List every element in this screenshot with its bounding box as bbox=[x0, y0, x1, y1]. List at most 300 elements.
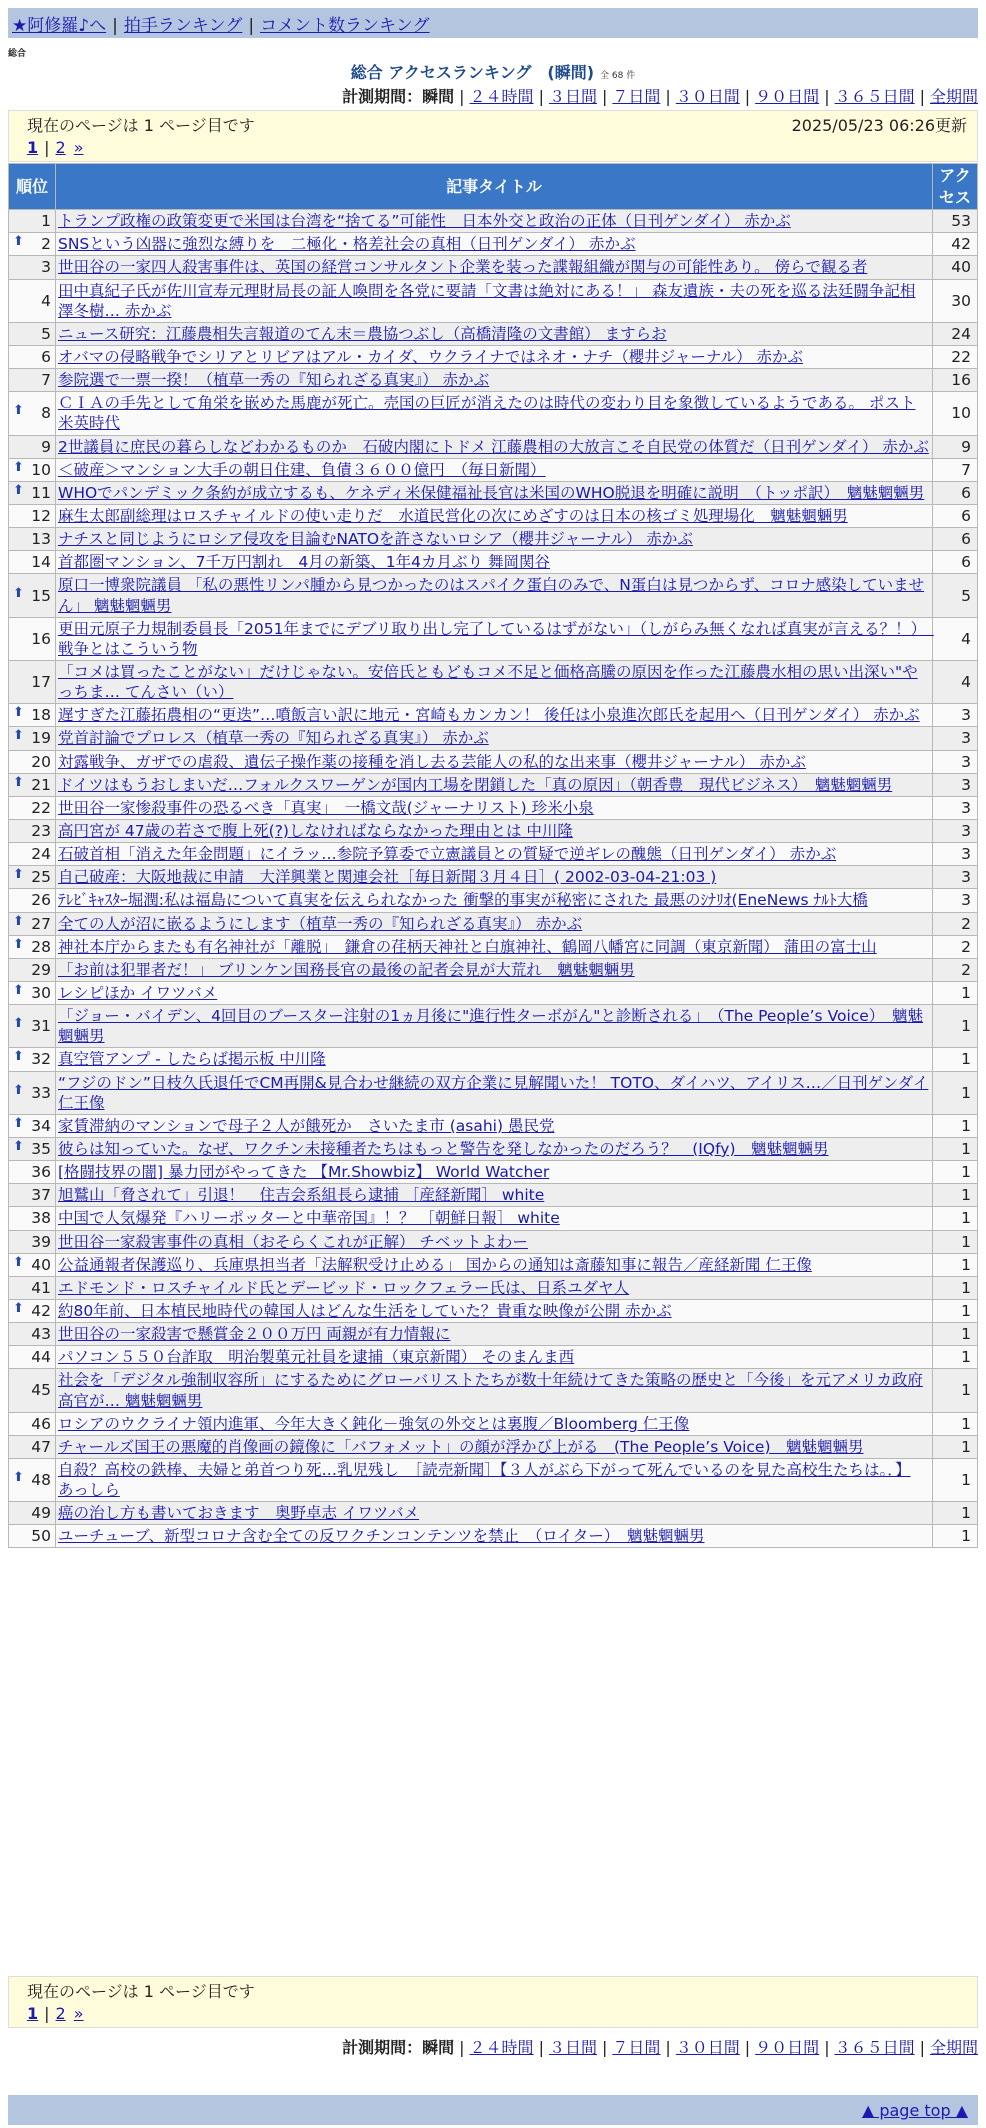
separator: | bbox=[824, 2038, 830, 2057]
article-link[interactable]: ロシアのウクライナ領内進軍、今年大きく鈍化－強気の外交とは裏腹／Bloomberg 仁王像 bbox=[58, 1414, 690, 1433]
rank-cell bbox=[9, 323, 55, 345]
table-row bbox=[9, 1048, 977, 1070]
table-row bbox=[9, 1369, 977, 1411]
rank-cell bbox=[9, 1413, 55, 1435]
title-cell bbox=[56, 233, 932, 255]
separator: | bbox=[112, 16, 118, 36]
table-row bbox=[9, 1161, 977, 1183]
access-count: 53 bbox=[933, 210, 977, 232]
access-count: 3 bbox=[933, 774, 977, 796]
rank-cell bbox=[9, 1300, 55, 1322]
access-count: 3 bbox=[933, 866, 977, 888]
separator: | bbox=[601, 87, 608, 106]
table-row bbox=[9, 1436, 977, 1458]
title-cell bbox=[56, 1207, 932, 1229]
title-cell bbox=[56, 1346, 932, 1368]
arrow-up-icon: ⬆ bbox=[13, 482, 24, 498]
period-option[interactable]: ２４時間 bbox=[469, 87, 534, 106]
title-cell bbox=[56, 482, 932, 504]
separator: | bbox=[744, 87, 751, 106]
rank-cell bbox=[9, 1277, 55, 1299]
article-link[interactable]: 参院選で一票一揆！（植草一秀の『知られざる真実』） 赤かぶ bbox=[58, 371, 490, 390]
period-option[interactable]: 全期間 bbox=[929, 2038, 978, 2057]
table-row bbox=[9, 1525, 977, 1547]
rank-number: 9 bbox=[41, 437, 51, 456]
access-count: 40 bbox=[933, 256, 977, 278]
article-link[interactable]: 世田谷一家殺害事件の真相（おそらくこれが正解） チベットよわー bbox=[58, 1232, 528, 1251]
article-link[interactable]: ニュース研究：江藤農相失言報道のてん末＝農協つぶし（高橋清隆の文書館） ますらお bbox=[58, 324, 667, 343]
table-row bbox=[9, 1346, 977, 1368]
arrow-up-icon: ⬆ bbox=[13, 1049, 24, 1065]
access-count: 4 bbox=[933, 618, 977, 660]
title-cell bbox=[56, 982, 932, 1004]
section-tag: 総合 bbox=[8, 49, 27, 59]
title-cell bbox=[56, 913, 932, 935]
table-row bbox=[9, 797, 977, 819]
bottom-bar bbox=[8, 2095, 978, 2125]
period-option[interactable]: ３０日間 bbox=[675, 87, 740, 106]
rank-cell bbox=[9, 574, 55, 616]
access-count: 3 bbox=[933, 797, 977, 819]
article-link[interactable]: 2世議員に庶民の暮らしなどわかるものか 石破内閣にトドメ 江藤農相の大放言こそ自民党の体質だ（日刊ゲンダイ） 赤かぶ bbox=[58, 437, 929, 456]
title-cell bbox=[56, 1300, 932, 1322]
rank-number: 11 bbox=[31, 483, 51, 502]
article-link[interactable]: ＣＩＡの手先として角栄を嵌めた馬鹿が死亡。売国の巨匠が消えたのは時代の変わり目を象徴しているようである。 ポスト米英時代 bbox=[58, 394, 916, 433]
rank-header: 順位 bbox=[9, 164, 55, 209]
table-row bbox=[9, 889, 977, 911]
article-link[interactable]: 遅すぎた江藤拓農相の“更迭”…噴飯言い訳に地元・宮崎もカンカン！ 後任は小泉進次郎氏を起用へ（日刊ゲンダイ） 赤かぶ bbox=[58, 706, 920, 725]
rank-cell bbox=[9, 913, 55, 935]
access-count: 1 bbox=[933, 1005, 977, 1047]
article-link[interactable]: ＜破産＞マンション大手の朝日住建、負債３６００億円 （毎日新聞） bbox=[58, 460, 546, 479]
article-link[interactable]: 「ジョー・バイデン、4回目のブースター注射の1ヵ月後に"進行性ターボがん"と診断される」 （The People’s Voice） 魑魅魍魎男 bbox=[58, 1007, 924, 1046]
rank-number: 3 bbox=[41, 258, 51, 277]
article-link[interactable]: 田中真紀子氏が佐川宣寿元理財局長の証人喚問を各党に要請「文書は絶対にある！」 森友遺族・夫の死を巡る法廷闘争記相澤冬樹… 赤かぶ bbox=[58, 281, 916, 320]
separator: | bbox=[44, 138, 50, 157]
table-row bbox=[9, 280, 977, 322]
access-count: 1 bbox=[933, 1161, 977, 1183]
title-cell bbox=[56, 936, 932, 958]
article-link[interactable]: 社会を「デジタル強制収容所」にするためにグローバリストたちが数十年続けてきた策略の歴史と「今後」を元アメリカ政府高官が… 魑魅魍魎男 bbox=[58, 1371, 923, 1410]
pagination-box-top bbox=[8, 110, 978, 162]
rank-cell bbox=[9, 1502, 55, 1524]
rank-number: 43 bbox=[31, 1325, 51, 1344]
article-link[interactable]: レシピほか イワツバメ bbox=[58, 983, 218, 1002]
article-link[interactable]: [格闘技界の闇] 暴力団がやってきた 【Mr.Showbiz】 World Watcher bbox=[58, 1163, 550, 1182]
access-count: 1 bbox=[933, 1184, 977, 1206]
period-option[interactable]: ２４時間 bbox=[469, 2038, 534, 2057]
article-link[interactable]: 世田谷一家惨殺事件の恐るべき「真実」 一橋文哉(ジャーナリスト) 珍米小泉 bbox=[58, 798, 594, 817]
article-link[interactable]: パソコン５５０台詐取 明治製菓元社員を逮捕（東京新聞） そのまんま西 bbox=[58, 1348, 575, 1367]
top-navigation bbox=[8, 8, 978, 38]
rank-number: 35 bbox=[31, 1139, 51, 1158]
title-cell bbox=[56, 774, 932, 796]
current-page-text: 現在のページは 1 ページ目です bbox=[27, 116, 255, 135]
period-option: 瞬間 bbox=[422, 2038, 455, 2057]
home-link[interactable]: ★阿修羅♪へ bbox=[12, 16, 107, 36]
period-option[interactable]: ３６５日間 bbox=[834, 87, 915, 106]
comment-ranking-link[interactable]: コメント数ランキング bbox=[260, 16, 430, 36]
arrow-up-icon: ⬆ bbox=[13, 1016, 24, 1032]
period-option[interactable]: ７日間 bbox=[612, 87, 661, 106]
period-option[interactable]: 全期間 bbox=[929, 87, 978, 106]
rank-number: 42 bbox=[31, 1301, 51, 1320]
table-row bbox=[9, 959, 977, 981]
table-header-row bbox=[9, 164, 977, 209]
rank-number: 48 bbox=[31, 1470, 51, 1489]
separator: | bbox=[919, 2038, 925, 2057]
title-cell bbox=[56, 866, 932, 888]
arrow-up-icon: ⬆ bbox=[13, 867, 24, 883]
rank-number: 14 bbox=[31, 553, 51, 572]
separator: | bbox=[538, 2038, 544, 2057]
article-link[interactable]: 党首討論でプロレス（植草一秀の『知られざる真実』） 赤かぶ bbox=[58, 729, 489, 748]
arrow-up-icon: ⬆ bbox=[13, 982, 24, 998]
title-cell bbox=[56, 727, 932, 749]
rank-number: 1 bbox=[41, 212, 51, 231]
title-cell bbox=[56, 1005, 932, 1047]
page-link[interactable]: 2 bbox=[55, 2004, 66, 2023]
next-page-link[interactable]: » bbox=[73, 2004, 84, 2023]
rank-cell bbox=[9, 618, 55, 660]
article-link[interactable]: 癌の治し方も書いておきます 奥野卓志 イワツバメ bbox=[58, 1504, 420, 1523]
table-row bbox=[9, 727, 977, 749]
access-count: 22 bbox=[933, 346, 977, 368]
title-cell bbox=[56, 704, 932, 726]
period-option[interactable]: ３日間 bbox=[548, 2038, 597, 2057]
page-links bbox=[27, 2004, 967, 2023]
table-row bbox=[9, 843, 977, 865]
title-cell bbox=[56, 1184, 932, 1206]
title-cell bbox=[56, 528, 932, 550]
period-option[interactable]: ７日間 bbox=[612, 2038, 661, 2057]
title-cell bbox=[56, 797, 932, 819]
arrow-up-icon: ⬆ bbox=[13, 936, 24, 952]
access-count: 6 bbox=[933, 505, 977, 527]
rank-number: 8 bbox=[41, 404, 51, 423]
rank-number: 49 bbox=[31, 1504, 51, 1523]
table-row bbox=[9, 233, 977, 255]
table-row bbox=[9, 982, 977, 1004]
page-links bbox=[27, 138, 967, 157]
rank-cell bbox=[9, 280, 55, 322]
article-link[interactable]: 旭鷲山「脅されて」引退！ 住吉会系組長ら逮捕 ［産経新聞］ white bbox=[58, 1186, 545, 1205]
rank-cell bbox=[9, 1138, 55, 1160]
table-row bbox=[9, 820, 977, 842]
separator: | bbox=[665, 87, 671, 106]
rank-number: 28 bbox=[31, 937, 51, 956]
title-cell bbox=[56, 436, 932, 458]
article-link[interactable]: 「お前は犯罪者だ！」 ブリンケン国務長官の最後の記者会見が大荒れ 魑魅魍魎男 bbox=[58, 960, 635, 979]
page-title: 総合 アクセスランキング (瞬間) bbox=[350, 63, 595, 82]
table-row bbox=[9, 1502, 977, 1524]
page-link-current[interactable]: 1 bbox=[27, 138, 39, 157]
rank-cell bbox=[9, 436, 55, 458]
rank-cell bbox=[9, 1161, 55, 1183]
page-top-link[interactable]: ▲ page top ▲ bbox=[861, 2101, 968, 2120]
page-title-wrap bbox=[0, 60, 986, 83]
rank-number: 18 bbox=[31, 706, 51, 725]
article-link[interactable]: 神社本庁からまたも有名神社が「離脱」 鎌倉の荏柄天神社と白旗神社、鶴岡八幡宮に同調（東京新聞） 蒲田の富士山 bbox=[58, 937, 877, 956]
rank-number: 45 bbox=[31, 1381, 51, 1400]
rank-number: 44 bbox=[31, 1348, 51, 1367]
rank-cell bbox=[9, 982, 55, 1004]
article-link[interactable]: 中国で人気爆発『ハリーポッターと中華帝国』！？ ［朝鮮日報］ white bbox=[58, 1209, 560, 1228]
arrow-up-icon: ⬆ bbox=[13, 1254, 24, 1270]
article-link[interactable]: 約80年前、日本植民地時代の韓国人はどんな生活をしていた？貴重な映像が公開 赤かぶ bbox=[58, 1301, 672, 1320]
rank-cell bbox=[9, 1115, 55, 1137]
article-link[interactable]: ドイツはもうおしまいだ…フォルクスワーゲンが国内工場を閉鎖した「真の原因」（朝香豊 現代ビジネス） 魑魅魍魎男 bbox=[58, 775, 893, 794]
access-count: 1 bbox=[933, 1277, 977, 1299]
rank-cell bbox=[9, 482, 55, 504]
article-link[interactable]: 公益通報者保護巡り、兵庫県担当者「法解釈受け止める」 国からの通知は斎藤知事に報告／産経新聞 仁王像 bbox=[58, 1255, 812, 1274]
title-cell bbox=[56, 1231, 932, 1253]
access-count: 1 bbox=[933, 1072, 977, 1114]
rank-cell bbox=[9, 797, 55, 819]
rank-cell bbox=[9, 1207, 55, 1229]
article-link[interactable]: 原口一博衆院議員 「私の悪性リンパ腫から見つかったのはスパイク蛋白のみで、N蛋白は見つからず、コロナ感染していません」 魑魅魍魎男 bbox=[58, 576, 925, 615]
article-link[interactable]: ナチスと同じようにロシア侵攻を目論むNATOを許さないロシア（櫻井ジャーナル） 赤かぶ bbox=[58, 530, 693, 549]
article-link[interactable]: 全ての人が沼に嵌るようにします（植草一秀の『知られざる真実』） 赤かぶ bbox=[58, 914, 583, 933]
article-link[interactable]: 自己破産：大阪地裁に申請 大洋興業と関連会社［毎日新聞３月４日］( 2002-03-04-21:03 ) bbox=[58, 868, 717, 887]
rank-cell bbox=[9, 661, 55, 703]
table-row bbox=[9, 1323, 977, 1345]
access-count: 24 bbox=[933, 323, 977, 345]
period-option[interactable]: ３０日間 bbox=[675, 2038, 740, 2057]
rank-cell bbox=[9, 843, 55, 865]
arrow-up-icon: ⬆ bbox=[13, 913, 24, 929]
period-selector-top bbox=[342, 84, 978, 107]
access-count: 16 bbox=[933, 369, 977, 391]
access-count: 1 bbox=[933, 1231, 977, 1253]
article-link[interactable]: オバマの侵略戦争でシリアとリビアはアル・カイダ、ウクライナではネオ・ナチ（櫻井ジャーナル） 赤かぶ bbox=[58, 348, 804, 367]
table-row bbox=[9, 1231, 977, 1253]
title-cell bbox=[56, 959, 932, 981]
table-row bbox=[9, 704, 977, 726]
arrow-up-icon: ⬆ bbox=[13, 234, 24, 250]
table-row bbox=[9, 1184, 977, 1206]
article-link[interactable]: 真空管アンプ - したらば掲示板 中川隆 bbox=[58, 1050, 326, 1069]
rank-number: 36 bbox=[31, 1163, 51, 1182]
arrow-up-icon: ⬆ bbox=[13, 774, 24, 790]
title-cell bbox=[56, 1413, 932, 1435]
table-row bbox=[9, 459, 977, 481]
rank-number: 16 bbox=[31, 629, 51, 648]
table-row bbox=[9, 1459, 977, 1501]
article-link[interactable]: 対露戦争、ガザでの虐殺、遺伝子操作薬の接種を消し去る芸能人の私的な出来事（櫻井ジャーナル） 赤かぶ bbox=[58, 752, 806, 771]
table-row bbox=[9, 936, 977, 958]
rank-cell bbox=[9, 505, 55, 527]
rank-number: 6 bbox=[41, 348, 51, 367]
rank-number: 41 bbox=[31, 1278, 51, 1297]
article-link[interactable]: チャールズ国王の悪魔的肖像画の鏡像に「バフォメット」の顔が浮かび上がる (The People’s Voice) 魑魅魍魎男 bbox=[58, 1437, 864, 1456]
title-cell bbox=[56, 1369, 932, 1411]
access-count: 2 bbox=[933, 959, 977, 981]
table-row bbox=[9, 574, 977, 616]
table-row bbox=[9, 256, 977, 278]
access-count: 10 bbox=[933, 392, 977, 434]
rank-cell bbox=[9, 774, 55, 796]
title-cell bbox=[56, 574, 932, 616]
period-selector-bottom bbox=[342, 2035, 978, 2058]
rank-cell bbox=[9, 866, 55, 888]
period-option[interactable]: ９０日間 bbox=[755, 2038, 820, 2057]
article-link[interactable]: SNSという凶器に強烈な縛りを 二極化・格差社会の真相（日刊ゲンダイ） 赤かぶ bbox=[58, 235, 636, 254]
access-count: 30 bbox=[933, 280, 977, 322]
access-count: 1 bbox=[933, 1048, 977, 1070]
access-count: 1 bbox=[933, 1502, 977, 1524]
separator: | bbox=[459, 87, 465, 106]
table-row bbox=[9, 661, 977, 703]
table-row bbox=[9, 369, 977, 391]
rank-number: 23 bbox=[31, 821, 51, 840]
ranking-table bbox=[8, 163, 978, 1548]
access-count: 1 bbox=[933, 1300, 977, 1322]
separator: | bbox=[601, 2038, 608, 2057]
rank-cell bbox=[9, 1072, 55, 1114]
article-link[interactable]: 首都圏マンション、7千万円割れ 4月の新築、1年4カ月ぶり 舞岡関谷 bbox=[58, 553, 550, 572]
rank-cell bbox=[9, 1525, 55, 1547]
title-cell bbox=[56, 1502, 932, 1524]
rank-cell bbox=[9, 820, 55, 842]
rank-cell bbox=[9, 1369, 55, 1411]
table-row bbox=[9, 618, 977, 660]
table-row bbox=[9, 1413, 977, 1435]
rank-number: 2 bbox=[41, 235, 51, 254]
access-count: 6 bbox=[933, 528, 977, 550]
updated-timestamp: 2025/05/23 06:26更新 bbox=[791, 116, 967, 135]
article-link[interactable]: 世田谷の一家殺害で懸賞金２００万円 両親が有力情報に bbox=[58, 1325, 451, 1344]
title-cell bbox=[56, 1436, 932, 1458]
access-count: 9 bbox=[933, 436, 977, 458]
table-row bbox=[9, 913, 977, 935]
title-cell bbox=[56, 346, 932, 368]
title-cell bbox=[56, 280, 932, 322]
page-link[interactable]: 2 bbox=[55, 138, 66, 157]
rank-cell bbox=[9, 1048, 55, 1070]
table-row bbox=[9, 1207, 977, 1229]
article-link[interactable]: トランプ政権の政策変更で米国は台湾を“捨てる”可能性 日本外交と政治の正体（日刊ゲンダイ） 赤かぶ bbox=[58, 212, 791, 231]
access-count: 1 bbox=[933, 1254, 977, 1276]
title-cell bbox=[56, 256, 932, 278]
rank-cell bbox=[9, 959, 55, 981]
table-row bbox=[9, 1277, 977, 1299]
article-link[interactable]: 更田元原子力規制委員長「2051年までにデブリ取り出し完了しているはずがない」（しがらみ無くなれば真実が言える？！） 戦争とはこういう物 bbox=[58, 619, 934, 658]
table-row bbox=[9, 551, 977, 573]
table-row bbox=[9, 1254, 977, 1276]
rank-cell bbox=[9, 727, 55, 749]
article-link[interactable]: “フジのドン”日枝久氏退任でCM再開&見合わせ継続の双方企業に見解聞いた！ TOTO、ダイハツ、アイリス…／日刊ゲンダイ 仁王像 bbox=[58, 1073, 929, 1112]
title-cell bbox=[56, 392, 932, 434]
access-count: 6 bbox=[933, 551, 977, 573]
period-option[interactable]: ３６５日間 bbox=[834, 2038, 915, 2057]
applause-ranking-link[interactable]: 拍手ランキング bbox=[123, 16, 243, 36]
article-link[interactable]: WHOでパンデミック条約が成立するも、ケネディ米保健福祉長官は米国のWHO脱退を明確に説明 （トッポ訳） 魑魅魍魎男 bbox=[58, 483, 925, 502]
article-link[interactable]: 麻生太郎副総理はロスチャイルドの使い走りだ 水道民営化の次にめざすのは日本の核ゴミ処理場化 魑魅魍魎男 bbox=[58, 507, 848, 526]
title-cell bbox=[56, 1072, 932, 1114]
access-count: 4 bbox=[933, 661, 977, 703]
period-option: 瞬間 bbox=[422, 87, 455, 106]
arrow-up-icon: ⬆ bbox=[13, 1138, 24, 1154]
title-header: 記事タイトル bbox=[56, 164, 932, 209]
article-link[interactable]: ﾃﾚﾋﾞｷｬｽﾀｰ堀潤:私は福島について真実を伝えられなかった 衝撃的事実が秘密にされた 最悪のｼﾅﾘｵ(EneNews ﾅﾙﾄ大橋 bbox=[58, 891, 868, 910]
period-option[interactable]: ３日間 bbox=[548, 87, 597, 106]
access-count: 2 bbox=[933, 913, 977, 935]
title-cell bbox=[56, 618, 932, 660]
period-option[interactable]: ９０日間 bbox=[755, 87, 820, 106]
table-row bbox=[9, 1072, 977, 1114]
rank-number: 21 bbox=[31, 775, 51, 794]
article-link[interactable]: 石破首相「消えた年金問題」にイラッ…参院予算委で立憲議員との質疑で逆ギレの醜態（日刊ゲンダイ） 赤かぶ bbox=[58, 845, 837, 864]
rank-number: 27 bbox=[31, 914, 51, 933]
separator: | bbox=[744, 2038, 751, 2057]
page-link-current[interactable]: 1 bbox=[27, 2004, 39, 2023]
article-link[interactable]: 世田谷の一家四人殺害事件は、英国の経営コンサルタント企業を装った諜報組織が関与の可能性あり。 傍らで観る者 bbox=[58, 258, 868, 277]
access-count: 1 bbox=[933, 1115, 977, 1137]
access-count: 1 bbox=[933, 1138, 977, 1160]
title-cell bbox=[56, 1161, 932, 1183]
article-link[interactable]: 家賃滞納のマンションで母子２人が餓死か さいたま市 (asahi) 愚民党 bbox=[58, 1116, 555, 1135]
rank-number: 20 bbox=[31, 752, 51, 771]
rank-cell bbox=[9, 210, 55, 232]
article-link[interactable]: 高円宮が 47歳の若さで腹上死(?)しなければならなかった理由とは 中川隆 bbox=[58, 821, 573, 840]
period-label: 計測期間： bbox=[342, 2038, 423, 2057]
title-cell bbox=[56, 889, 932, 911]
table-row bbox=[9, 1115, 977, 1137]
arrow-up-icon: ⬆ bbox=[13, 403, 24, 419]
access-count: 6 bbox=[933, 482, 977, 504]
table-row bbox=[9, 323, 977, 345]
table-row bbox=[9, 751, 977, 773]
title-cell bbox=[56, 551, 932, 573]
rank-number: 17 bbox=[31, 673, 51, 692]
article-link[interactable]: 自殺？高校の鉄棒、夫婦と弟首つり死…乳児残し ［読売新聞］【３人がぶら下がって死んでいるのを見た高校生たちは。．】 あっしら bbox=[58, 1460, 911, 1500]
title-cell bbox=[56, 1525, 932, 1547]
article-link[interactable]: 「コメは買ったことがない」だけじゃない。安倍氏ともどもコメ不足と価格高騰の原因を作った江藤農水相の思い出深い"やっちま… てんさい（い） bbox=[58, 663, 918, 702]
title-cell bbox=[56, 820, 932, 842]
separator: | bbox=[919, 87, 925, 106]
access-count: 42 bbox=[933, 233, 977, 255]
table-row bbox=[9, 1005, 977, 1047]
table-row bbox=[9, 1300, 977, 1322]
access-count: 1 bbox=[933, 1525, 977, 1547]
article-link[interactable]: ユーチューブ、新型コロナ含む全ての反ワクチンコンテンツを禁止 （ロイター） 魑魅魍魎男 bbox=[58, 1527, 705, 1546]
arrow-up-icon: ⬆ bbox=[13, 1082, 24, 1098]
access-count: 3 bbox=[933, 727, 977, 749]
title-cell bbox=[56, 1115, 932, 1137]
table-row bbox=[9, 482, 977, 504]
table-row bbox=[9, 436, 977, 458]
arrow-up-icon: ⬆ bbox=[13, 585, 24, 601]
article-link[interactable]: 彼らは知っていた。なぜ、ワクチン未接種者たちはもっと警告を発しなかったのだろう？ (IQfy) 魑魅魍魎男 bbox=[58, 1139, 829, 1158]
rank-cell bbox=[9, 936, 55, 958]
rank-number: 10 bbox=[31, 460, 51, 479]
rank-number: 12 bbox=[31, 507, 51, 526]
article-link[interactable]: エドモンド・ロスチャイルド氏とデービッド・ロックフェラー氏は、日系ユダヤ人 bbox=[58, 1278, 630, 1297]
next-page-link[interactable]: » bbox=[73, 138, 84, 157]
rank-cell bbox=[9, 889, 55, 911]
access-count: 1 bbox=[933, 1369, 977, 1411]
access-count: 1 bbox=[933, 1323, 977, 1345]
title-cell bbox=[56, 843, 932, 865]
rank-number: 13 bbox=[31, 530, 51, 549]
rank-cell bbox=[9, 704, 55, 726]
rank-number: 5 bbox=[41, 324, 51, 343]
rank-number: 26 bbox=[31, 891, 51, 910]
rank-number: 19 bbox=[31, 729, 51, 748]
rank-cell bbox=[9, 1254, 55, 1276]
rank-cell bbox=[9, 369, 55, 391]
